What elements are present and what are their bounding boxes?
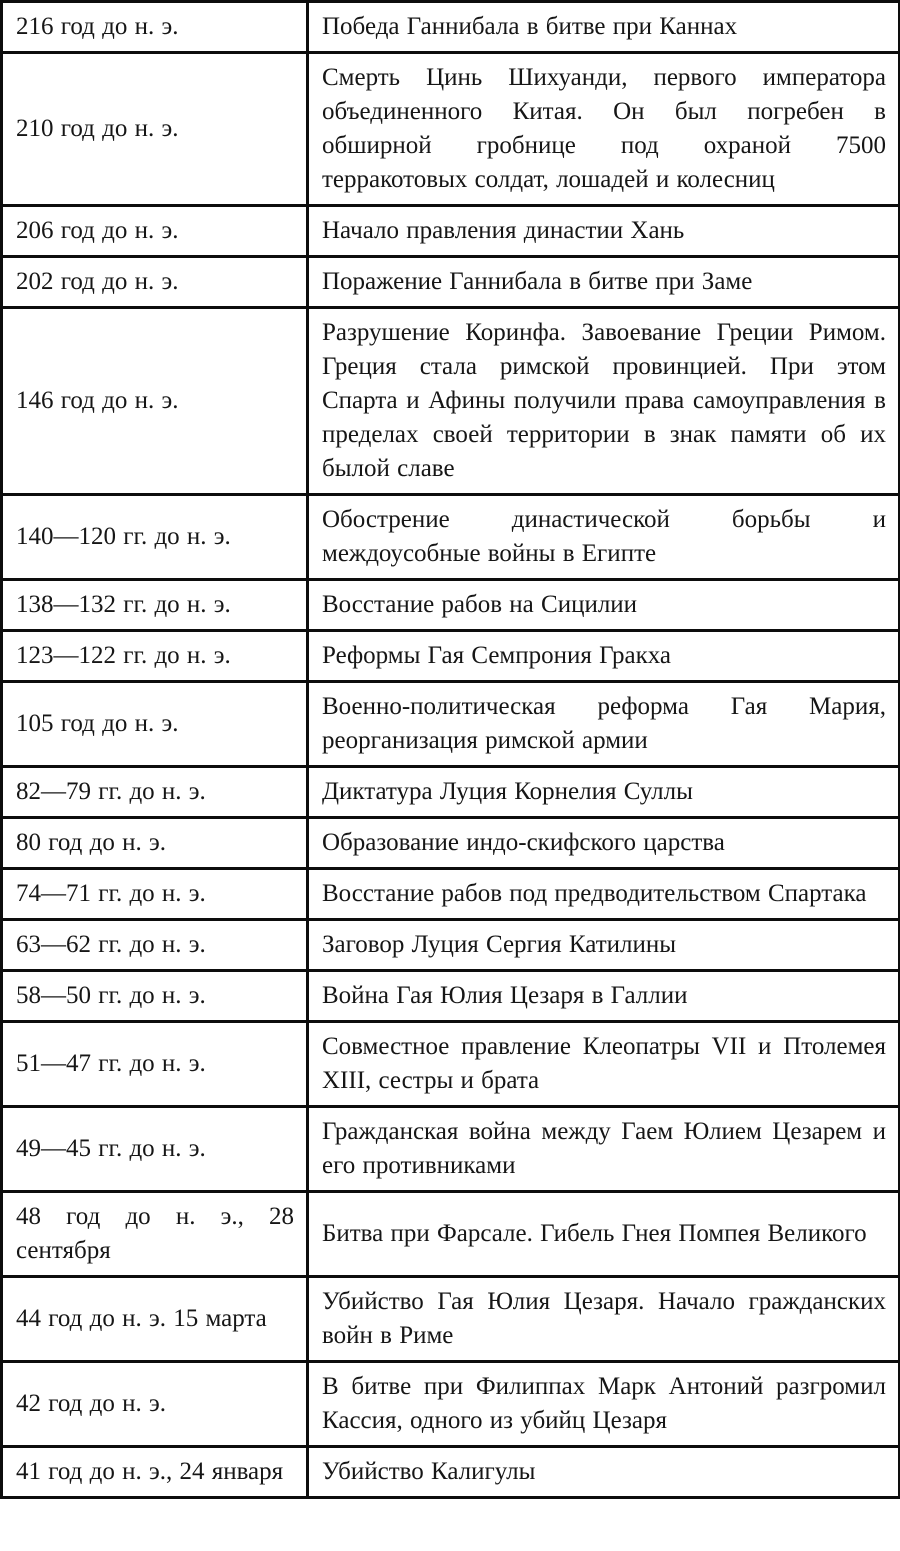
table-row [2,206,900,257]
table-row [2,767,900,818]
event-cell: Гражданская война между Гаем Юлием Цезарем и его противниками [308,1107,900,1192]
table-row [2,971,900,1022]
table-row [2,53,900,206]
event-cell: Диктатура Луция Корнелия Суллы [308,767,900,818]
date-cell: 51—47 гг. до н. э. [2,1022,308,1107]
event-cell: Убийство Калигулы [308,1447,900,1498]
date-cell: 82—79 гг. до н. э. [2,767,308,818]
date-cell: 202 год до н. э. [2,257,308,308]
date-cell: 49—45 гг. до н. э. [2,1107,308,1192]
date-cell: 105 год до н. э. [2,682,308,767]
date-cell: 206 год до н. э. [2,206,308,257]
date-cell: 42 год до н. э. [2,1362,308,1447]
table-row [2,1192,900,1277]
event-cell: Победа Ганнибала в битве при Каннах [308,2,900,53]
event-cell: Смерть Цинь Шихуанди, первого императора объединенного Китая. Он был погребен в обширной гробнице под охраной 7500 терракотовых солдат, лошадей и колесниц [308,53,900,206]
event-cell: Восстание рабов под предводительством Спартака [308,869,900,920]
date-cell: 44 год до н. э. 15 марта [2,1277,308,1362]
table-row [2,818,900,869]
date-cell: 63—62 гг. до н. э. [2,920,308,971]
table-row [2,1362,900,1447]
table-row [2,920,900,971]
date-cell: 41 год до н. э., 24 января [2,1447,308,1498]
table-row [2,1447,900,1498]
table-row [2,495,900,580]
event-cell: Заговор Луция Сергия Катилины [308,920,900,971]
event-cell: Начало правления династии Хань [308,206,900,257]
date-cell: 48 год до н. э., 28 сентября [2,1192,308,1277]
date-cell: 123—122 гг. до н. э. [2,631,308,682]
event-cell: Совместное правление Клеопатры VII и Птолемея XIII, сестры и брата [308,1022,900,1107]
date-cell: 138—132 гг. до н. э. [2,580,308,631]
date-cell: 80 год до н. э. [2,818,308,869]
table-row [2,580,900,631]
table-row [2,631,900,682]
table-row [2,1277,900,1362]
event-cell: Восстание рабов на Сицилии [308,580,900,631]
event-cell: Битва при Фарсале. Гибель Гнея Помпея Великого [308,1192,900,1277]
date-cell: 216 год до н. э. [2,2,308,53]
event-cell: Разрушение Коринфа. Завоевание Греции Римом. Греция стала римской провинцией. При этом Спарта и Афины получили права самоуправления в пределах своей территории в знак памяти об их былой славе [308,308,900,495]
table-row [2,1107,900,1192]
date-cell: 146 год до н. э. [2,308,308,495]
date-cell: 140—120 гг. до н. э. [2,495,308,580]
date-cell: 74—71 гг. до н. э. [2,869,308,920]
event-cell: Военно-политическая реформа Гая Мария, реорганизация римской армии [308,682,900,767]
event-cell: В битве при Филиппах Марк Антоний разгромил Кассия, одного из убийц Цезаря [308,1362,900,1447]
table-row [2,308,900,495]
table-row [2,1022,900,1107]
table-row [2,682,900,767]
event-cell: Война Гая Юлия Цезаря в Галлии [308,971,900,1022]
date-cell: 58—50 гг. до н. э. [2,971,308,1022]
event-cell: Образование индо-скифского царства [308,818,900,869]
event-cell: Реформы Гая Семпрония Гракха [308,631,900,682]
event-cell: Обострение династической борьбы и междоусобные войны в Египте [308,495,900,580]
table-row [2,2,900,53]
event-cell: Убийство Гая Юлия Цезаря. Начало гражданских войн в Риме [308,1277,900,1362]
event-cell: Поражение Ганнибала в битве при Заме [308,257,900,308]
table-row [2,257,900,308]
table-row [2,869,900,920]
date-cell: 210 год до н. э. [2,53,308,206]
